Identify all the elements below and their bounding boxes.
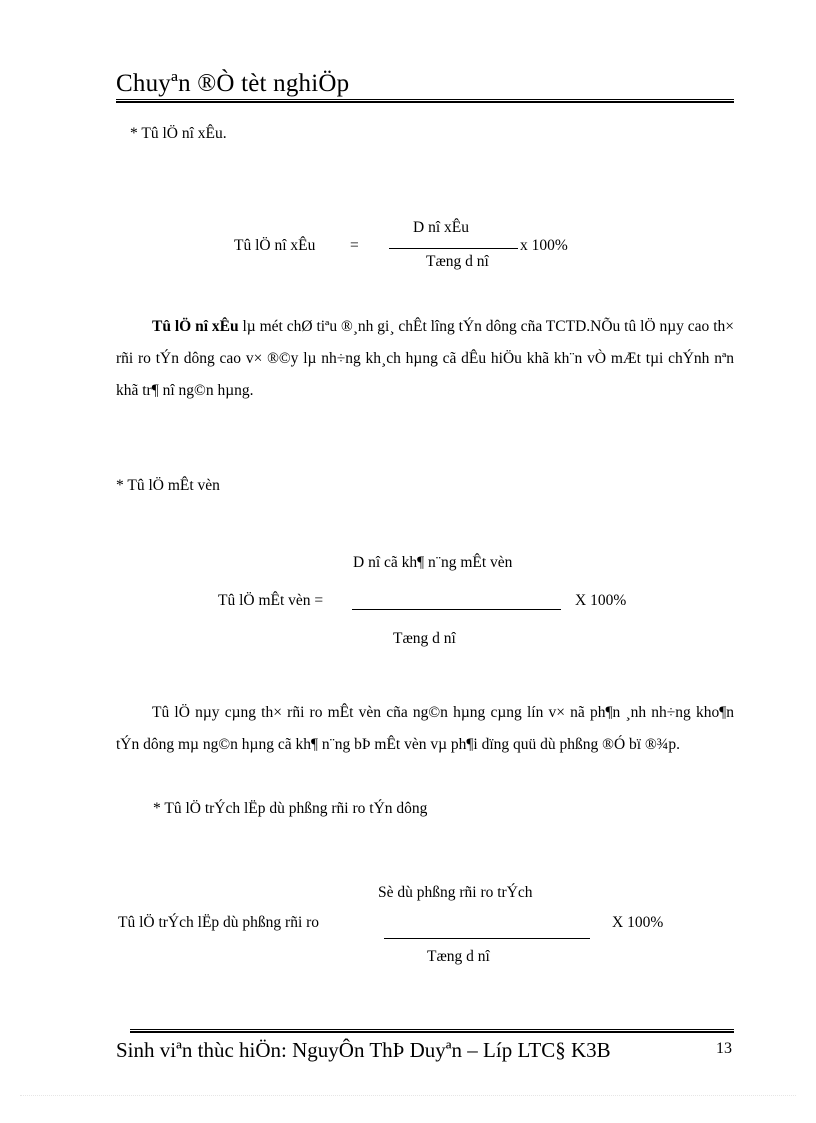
capital-loss-description: Tû lÖ nµy cµng th× rñi ro mÊt vèn cña ng©n hµng cµng lín v× nã ph¶n ¸nh nh÷ng kho¶n tÝn dông mµ ng©n hµng cã kh¶ n¨ng bÞ mÊt vèn vµ ph¶i dïng quü dù phßng ®Ó bï ®¾p.: [116, 704, 734, 753]
provision-formula-lhs: Tû lÖ trÝch lËp dù phßng rñi ro: [118, 914, 320, 931]
bad-debt-equals: =: [350, 237, 359, 254]
footer-rule-thick: [130, 1031, 734, 1033]
footer-rule-thin: [130, 1029, 734, 1030]
bad-debt-description: lµ mét chØ tiªu ®¸nh gi¸ chÊt lîng tÝn dông cña TCTD.NÕu tû lÖ nµy cao th× rñi ro tÝn dông cao v× ®©y lµ nh÷ng kh¸ch hµng cã dÊu hiÖu khã kh¨n vÒ mÆt tµi chÝnh nªn khã tr¶ nî ng©n hµng.: [116, 318, 734, 399]
provision-numerator: Sè dù phßng rñi ro trÝch: [378, 884, 533, 901]
capital-loss-multiplier: X 100%: [575, 592, 627, 609]
bad-debt-numerator: D nî xÊu: [413, 219, 469, 236]
capital-loss-denominator: Tæng d nî: [393, 630, 456, 647]
header-rule-thick: [116, 101, 734, 103]
capital-loss-heading: * Tû lÖ mÊt vèn: [116, 477, 220, 494]
bad-debt-denominator: Tæng d nî: [426, 253, 489, 270]
bad-debt-formula-lhs: Tû lÖ nî xÊu: [234, 237, 316, 254]
provision-fraction-line: [384, 938, 590, 939]
capital-loss-formula-lhs: Tû lÖ mÊt vèn =: [218, 592, 324, 609]
bad-debt-multiplier: x 100%: [520, 237, 568, 254]
bad-debt-paragraph: [116, 311, 734, 407]
provision-denominator: Tæng d nî: [427, 948, 490, 965]
capital-loss-paragraph: [116, 697, 734, 761]
header-rule-thin: [116, 99, 734, 100]
bad-debt-fraction-line: [389, 248, 518, 249]
footer-author: Sinh viªn thùc hiÖn: NguyÔn ThÞ Duyªn – Líp LTC§ K3B: [116, 1038, 611, 1062]
provision-multiplier: X 100%: [612, 914, 664, 931]
page-number: 13: [716, 1040, 732, 1057]
page-bottom-dotted-rule: [20, 1095, 796, 1096]
provision-heading: * Tû lÖ trÝch lËp dù phßng rñi ro tÝn dông: [153, 800, 428, 817]
capital-loss-numerator: D nî cã kh¶ n¨ng mÊt vèn: [353, 554, 513, 571]
page-header-title: Chuyªn ®Ò tèt nghiÖp: [116, 70, 350, 97]
capital-loss-fraction-line: [352, 609, 561, 610]
bad-debt-term: Tû lÖ nî xÊu: [152, 318, 239, 335]
bad-debt-heading: * Tû lÖ nî xÊu.: [130, 125, 227, 142]
